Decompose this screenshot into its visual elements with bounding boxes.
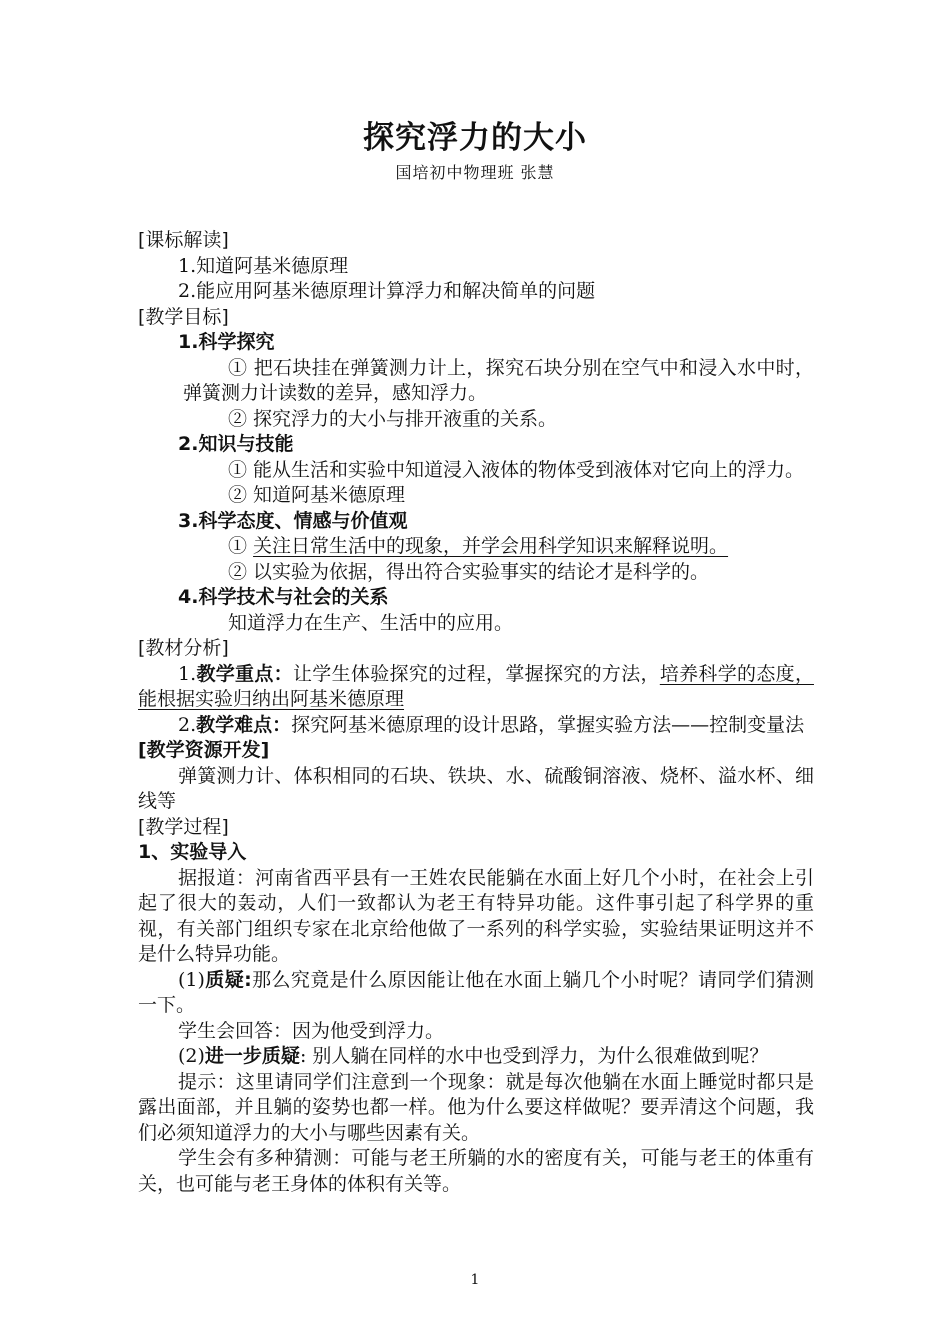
goal-1-para-1: ① 把石块挂在弹簧测力计上，探究石块分别在空气中和浸入水中时，弹簧测力计读数的差异，感知浮力。 — [183, 356, 814, 404]
question-2-label: 进一步质疑 — [204, 1045, 300, 1067]
goal-3-para-1 — [138, 534, 814, 560]
question-2-num: (2) — [178, 1045, 205, 1067]
jiaocai-num-2: 2. — [178, 713, 197, 736]
guocheng-answer-1: 学生会回答：因为他受到浮力。 — [178, 1019, 445, 1042]
jiaocai-para-2 — [138, 713, 814, 739]
goal-4-title: 4.科学技术与社会的关系 — [178, 586, 389, 608]
goal-3-title: 3.科学态度、情感与价值观 — [178, 509, 408, 532]
guocheng-guess: 学生会有多种猜测：可能与老王所躺的水的密度有关，可能与老王的体重有关，也可能与老王身体的体积有关等。 — [138, 1147, 814, 1195]
section-heading-kebiao: [课标解读] — [138, 229, 229, 251]
guocheng-question-1 — [138, 968, 814, 1019]
jiaocai-para-1 — [138, 662, 814, 713]
section-heading-jiaocai: [教材分析] — [138, 637, 229, 659]
goal-3-marker: ① — [228, 535, 254, 557]
goal-1-para-2: ② 探究浮力的大小与排开液重的关系。 — [228, 407, 558, 430]
ziyuan-para-1: 弹簧测力计、体积相同的石块、铁块、水、硫酸铜溶液、烧杯、溢水杯、细线等 — [138, 764, 814, 812]
question-1-num: (1) — [178, 968, 205, 991]
jiaocai-label-focus: 教学重点： — [196, 662, 293, 685]
question-2-text: : 别人躺在同样的水中也受到浮力，为什么很难做到呢？ — [299, 1045, 769, 1067]
section-heading-guocheng: [教学过程] — [138, 815, 229, 838]
goal-4-para-1: 知道浮力在生产、生活中的应用。 — [228, 611, 514, 634]
guocheng-question-2 — [138, 1044, 814, 1070]
question-1-label: 质疑: — [204, 968, 252, 991]
question-1-text: 那么究竟是什么原因能让他在水面上躺几个小时呢？请同学们猜测一下。 — [138, 968, 814, 1016]
goal-2-para-2: ② 知道阿基米德原理 — [228, 484, 406, 506]
section-heading-ziyuan: [教学资源开发] — [138, 739, 270, 761]
jiaocai-text-1: 让学生体验探究的过程，掌握探究的方法， — [292, 662, 660, 685]
kebiao-item-1: 1.知道阿基米德原理 — [178, 254, 349, 277]
goal-2-para-1: ① 能从生活和实验中知道浸入液体的物体受到液体对它向上的浮力。 — [228, 458, 805, 481]
goal-3-para-2: ② 以实验为依据，得出符合实验事实的结论才是科学的。 — [228, 560, 710, 583]
kebiao-item-2: 2.能应用阿基米德原理计算浮力和解决简单的问题 — [178, 280, 596, 302]
goal-2-title: 2.知识与技能 — [178, 433, 294, 455]
jiaocai-underlined-text: 培养科学的态度，能根据实验归纳出阿基米德原理 — [138, 662, 814, 710]
document-body — [138, 228, 814, 1197]
guocheng-para-1: 据报道：河南省西平县有一王姓农民能躺在水面上好几个小时，在社会上引起了很大的轰动，人们一致都认为老王有特异功能。这件事引起了科学界的重视，有关部门组织专家在北京给他做了一系列的科学实验，实验结果证明这并不是什么特异功能。 — [138, 866, 814, 965]
section-heading-mubiao: [教学目标] — [138, 305, 229, 328]
guocheng-step-1: 1、实验导入 — [138, 841, 247, 863]
jiaocai-label-difficulty: 教学难点： — [196, 713, 292, 736]
jiaocai-text-2: 探究阿基米德原理的设计思路，掌握实验方法——控制变量法 — [291, 713, 805, 736]
guocheng-hint: 提示：这里请同学们注意到一个现象：就是每次他躺在水面上睡觉时都只是露出面部，并且躺的姿势也都一样。他为什么要这样做呢？要弄清这个问题，我们必须知道浮力的大小与哪些因素有关。 — [138, 1070, 814, 1144]
goal-3-underlined-text: 关注日常生活中的现象，并学会用科学知识来解释说明。 — [253, 535, 729, 557]
document-author: 国培初中物理班 张慧 — [395, 163, 555, 182]
jiaocai-num-1: 1. — [178, 662, 197, 685]
page-number: 1 — [470, 1272, 480, 1288]
goal-1-title: 1.科学探究 — [178, 331, 275, 353]
document-title: 探究浮力的大小 — [363, 120, 587, 156]
